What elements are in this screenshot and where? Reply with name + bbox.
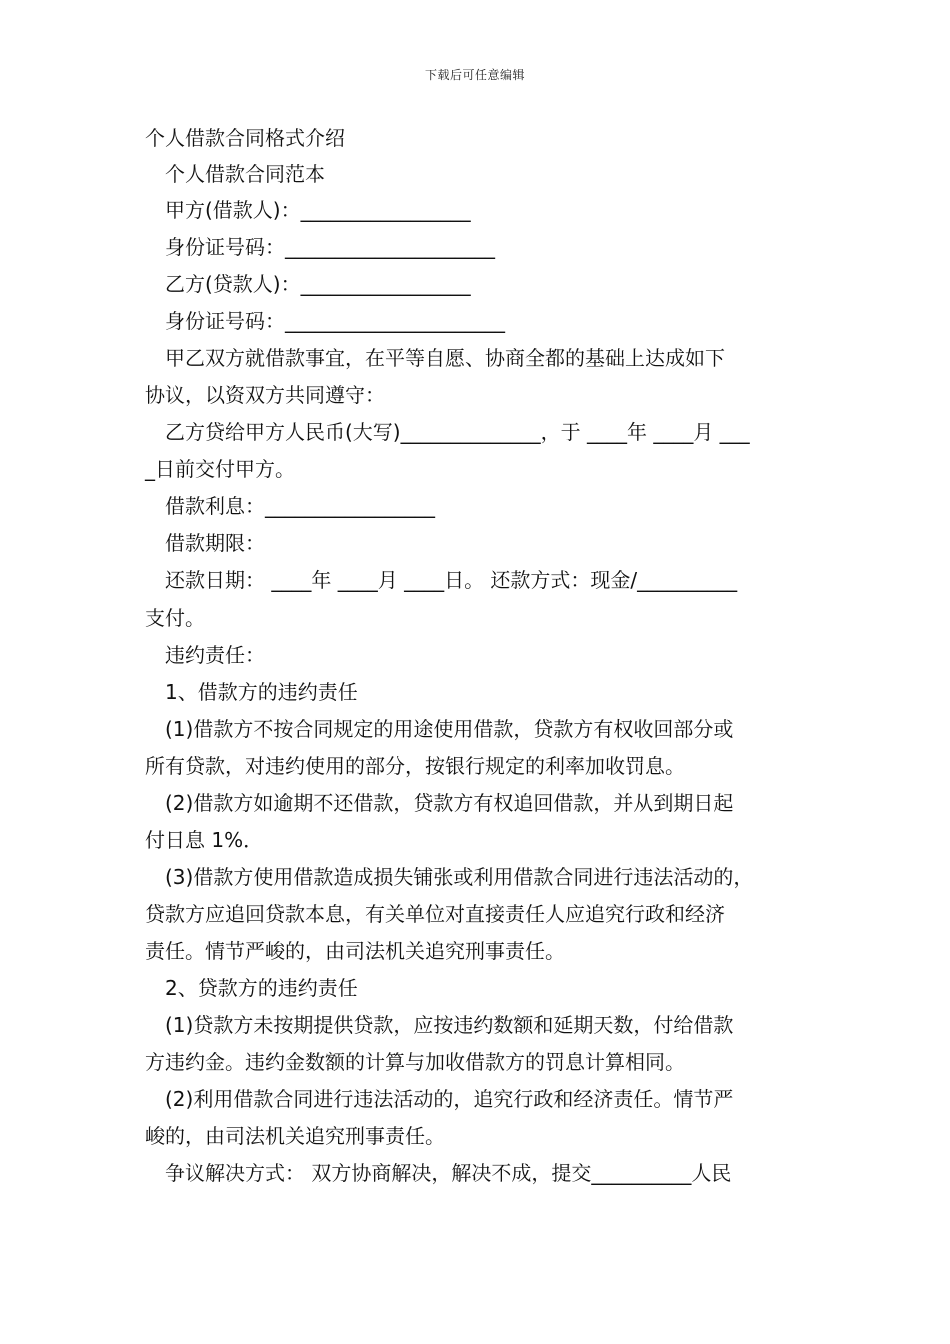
loan-term-line: 借款期限： (165, 531, 265, 555)
lender-liability-heading: 2、贷款方的违约责任 (165, 976, 358, 1000)
clause-1-3-cont: 贷款方应追回贷款本息，有关单位对直接责任人应追究行政和经济 (145, 902, 725, 926)
clause-1-2: (2)借款方如逾期不还借款，贷款方有权追回借款，并从到期日起 (165, 791, 734, 815)
clause-1-1: (1)借款方不按合同规定的用途使用借款，贷款方有权收回部分或 (165, 717, 734, 741)
party-b-id-line: 身份证号码：______________________ (165, 309, 505, 333)
clause-1-1-cont: 所有贷款，对违约使用的部分，按银行规定的利率加收罚息。 (145, 754, 685, 778)
dispute-resolution-line: 争议解决方式： 双方协商解决，解决不成，提交__________人民 (165, 1161, 732, 1185)
repayment-line-cont: 支付。 (145, 606, 205, 630)
page-header-note: 下载后可任意编辑 (424, 68, 525, 82)
clause-2-2: (2)利用借款合同进行违法活动的，追究行政和经济责任。情节严 (165, 1087, 734, 1111)
party-b-line: 乙方(贷款人)：_________________ (165, 272, 471, 296)
contract-subtitle: 个人借款合同范本 (165, 162, 325, 186)
clause-1-3: (3)借款方使用借款造成损失铺张或利用借款合同进行违法活动的， (165, 865, 754, 889)
loan-interest-line: 借款利息：_________________ (165, 494, 435, 518)
clause-2-1: (1)贷款方未按期提供贷款，应按违约数额和延期天数，付给借款 (165, 1013, 734, 1037)
clause-1-2-cont: 付日息 1%． (145, 828, 264, 852)
loan-amount-line: 乙方贷给甲方人民币(大写)______________，于 ____年 ____月 ___ (165, 420, 750, 444)
party-a-id-line: 身份证号码：_____________________ (165, 235, 495, 259)
document-title: 个人借款合同格式介绍 (145, 126, 345, 150)
loan-amount-line-cont: _日前交付甲方。 (145, 457, 295, 481)
clause-2-1-cont: 方违约金。违约金数额的计算与加收借款方的罚息计算相同。 (145, 1050, 685, 1074)
repayment-line: 还款日期： ____年 ____月 ____日。 还款方式：现金/__________ (165, 568, 738, 592)
party-a-line: 甲方(借款人)：_________________ (165, 198, 471, 222)
clause-2-2-cont: 峻的，由司法机关追究刑事责任。 (145, 1124, 445, 1148)
clause-1-3-cont-2: 责任。情节严峻的，由司法机关追究刑事责任。 (145, 939, 565, 963)
agreement-intro-line: 甲乙双方就借款事宜，在平等自愿、协商全都的基础上达成如下 (165, 346, 725, 370)
agreement-intro-line-cont: 协议，以资双方共同遵守： (145, 383, 385, 407)
liability-heading: 违约责任： (165, 643, 265, 667)
borrower-liability-heading: 1、借款方的违约责任 (165, 680, 358, 704)
